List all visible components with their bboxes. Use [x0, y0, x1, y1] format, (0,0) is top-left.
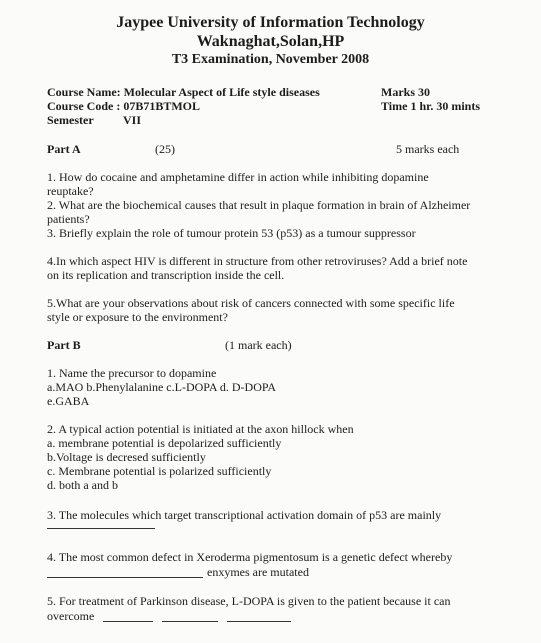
part-b-q4-answer-blank[interactable] — [47, 577, 203, 578]
part-b-q5-answer-blank-2[interactable] — [162, 621, 218, 622]
course-code-value: : 07B71BTMOL — [116, 99, 200, 113]
course-name-label: Course Name: — [47, 85, 121, 99]
part-b-q2-line2: a. membrane potential is depolarized sufficiently — [47, 436, 282, 450]
part-a-title: Part A — [47, 142, 81, 156]
course-name — [47, 85, 320, 99]
part-a-q3-line1: 3. Briefly explain the role of tumour protein 53 (p53) as a tumour suppressor — [47, 226, 416, 240]
part-a-q4-line2: on its replication and transcription inside the cell. — [47, 268, 285, 282]
part-b-q5-answer-blank-1[interactable] — [103, 621, 153, 622]
part-b-q2-line3: b.Voltage is decresed sufficiently — [47, 450, 206, 464]
semester-label: Semester — [47, 113, 94, 127]
part-b-q2-line4: c. Membrane potential is polarized sufficiently — [47, 464, 272, 478]
part-a-q1-line2: reuptake? — [47, 184, 94, 198]
exam-duration: Time 1 hr. 30 mints — [381, 99, 481, 113]
part-a-q5-line1: 5.What are your observations about risk of cancers connected with some specific life — [47, 296, 455, 310]
part-a-q2-line1: 2. What are the biochemical causes that result in plaque formation in brain of Alzheimer — [47, 198, 471, 212]
part-b-q5-line1: 5. For treatment of Parkinson disease, L-DOPA is given to the patient because it can — [47, 594, 451, 608]
course-code-label: Course Code — [47, 99, 114, 113]
part-b-q3-line1: 3. The molecules which target transcriptional activation domain of p53 are mainly — [47, 508, 442, 522]
part-b-title: Part B — [47, 338, 81, 352]
exam-title: T3 Examination, November 2008 — [171, 52, 370, 67]
part-a-q2-line2: patients? — [47, 212, 90, 226]
part-b-q5-line2: overcome — [47, 609, 95, 623]
part-a-q1-line1: 1. How do cocaine and amphetamine differ in action while inhibiting dopamine — [47, 170, 429, 184]
part-b-q4-line1: 4. The most common defect in Xeroderma pigmentosum is a genetic defect whereby — [47, 550, 453, 564]
part-b-q1-line1: 1. Name the precursor to dopamine — [47, 366, 217, 380]
part-b-q1-line2: a.MAO b.Phenylalanine c.L-DOPA d. D-DOPA — [47, 380, 277, 394]
marks-total: Marks 30 — [381, 85, 430, 99]
part-b-q5-answer-blank-3[interactable] — [227, 621, 291, 622]
part-b-q3-answer-blank[interactable] — [47, 528, 155, 529]
part-a-q5-line2: style or exposure to the environment? — [47, 310, 228, 324]
part-b-q2-line5: d. both a and b — [47, 478, 118, 492]
course-code — [47, 99, 200, 113]
part-a-marks-note: 5 marks each — [396, 142, 460, 156]
university-location: Waknaghat,Solan,HP — [196, 33, 345, 50]
part-b-marks-note: (1 mark each) — [225, 338, 292, 352]
part-b-q4-line2: enxymes are mutated — [207, 565, 309, 579]
university-title: Jaypee University of Information Technology — [116, 14, 425, 31]
part-a-total: (25) — [155, 142, 175, 156]
semester-value: VII — [123, 113, 142, 127]
course-name-value: Molecular Aspect of Life style diseases — [123, 85, 320, 99]
part-a-q4-line1: 4.In which aspect HIV is different in structure from other retroviruses? Add a brief note — [47, 254, 468, 268]
part-b-q1-line3: e.GABA — [47, 394, 90, 408]
part-b-q2-line1: 2. A typical action potential is initiated at the axon hillock when — [47, 422, 354, 436]
